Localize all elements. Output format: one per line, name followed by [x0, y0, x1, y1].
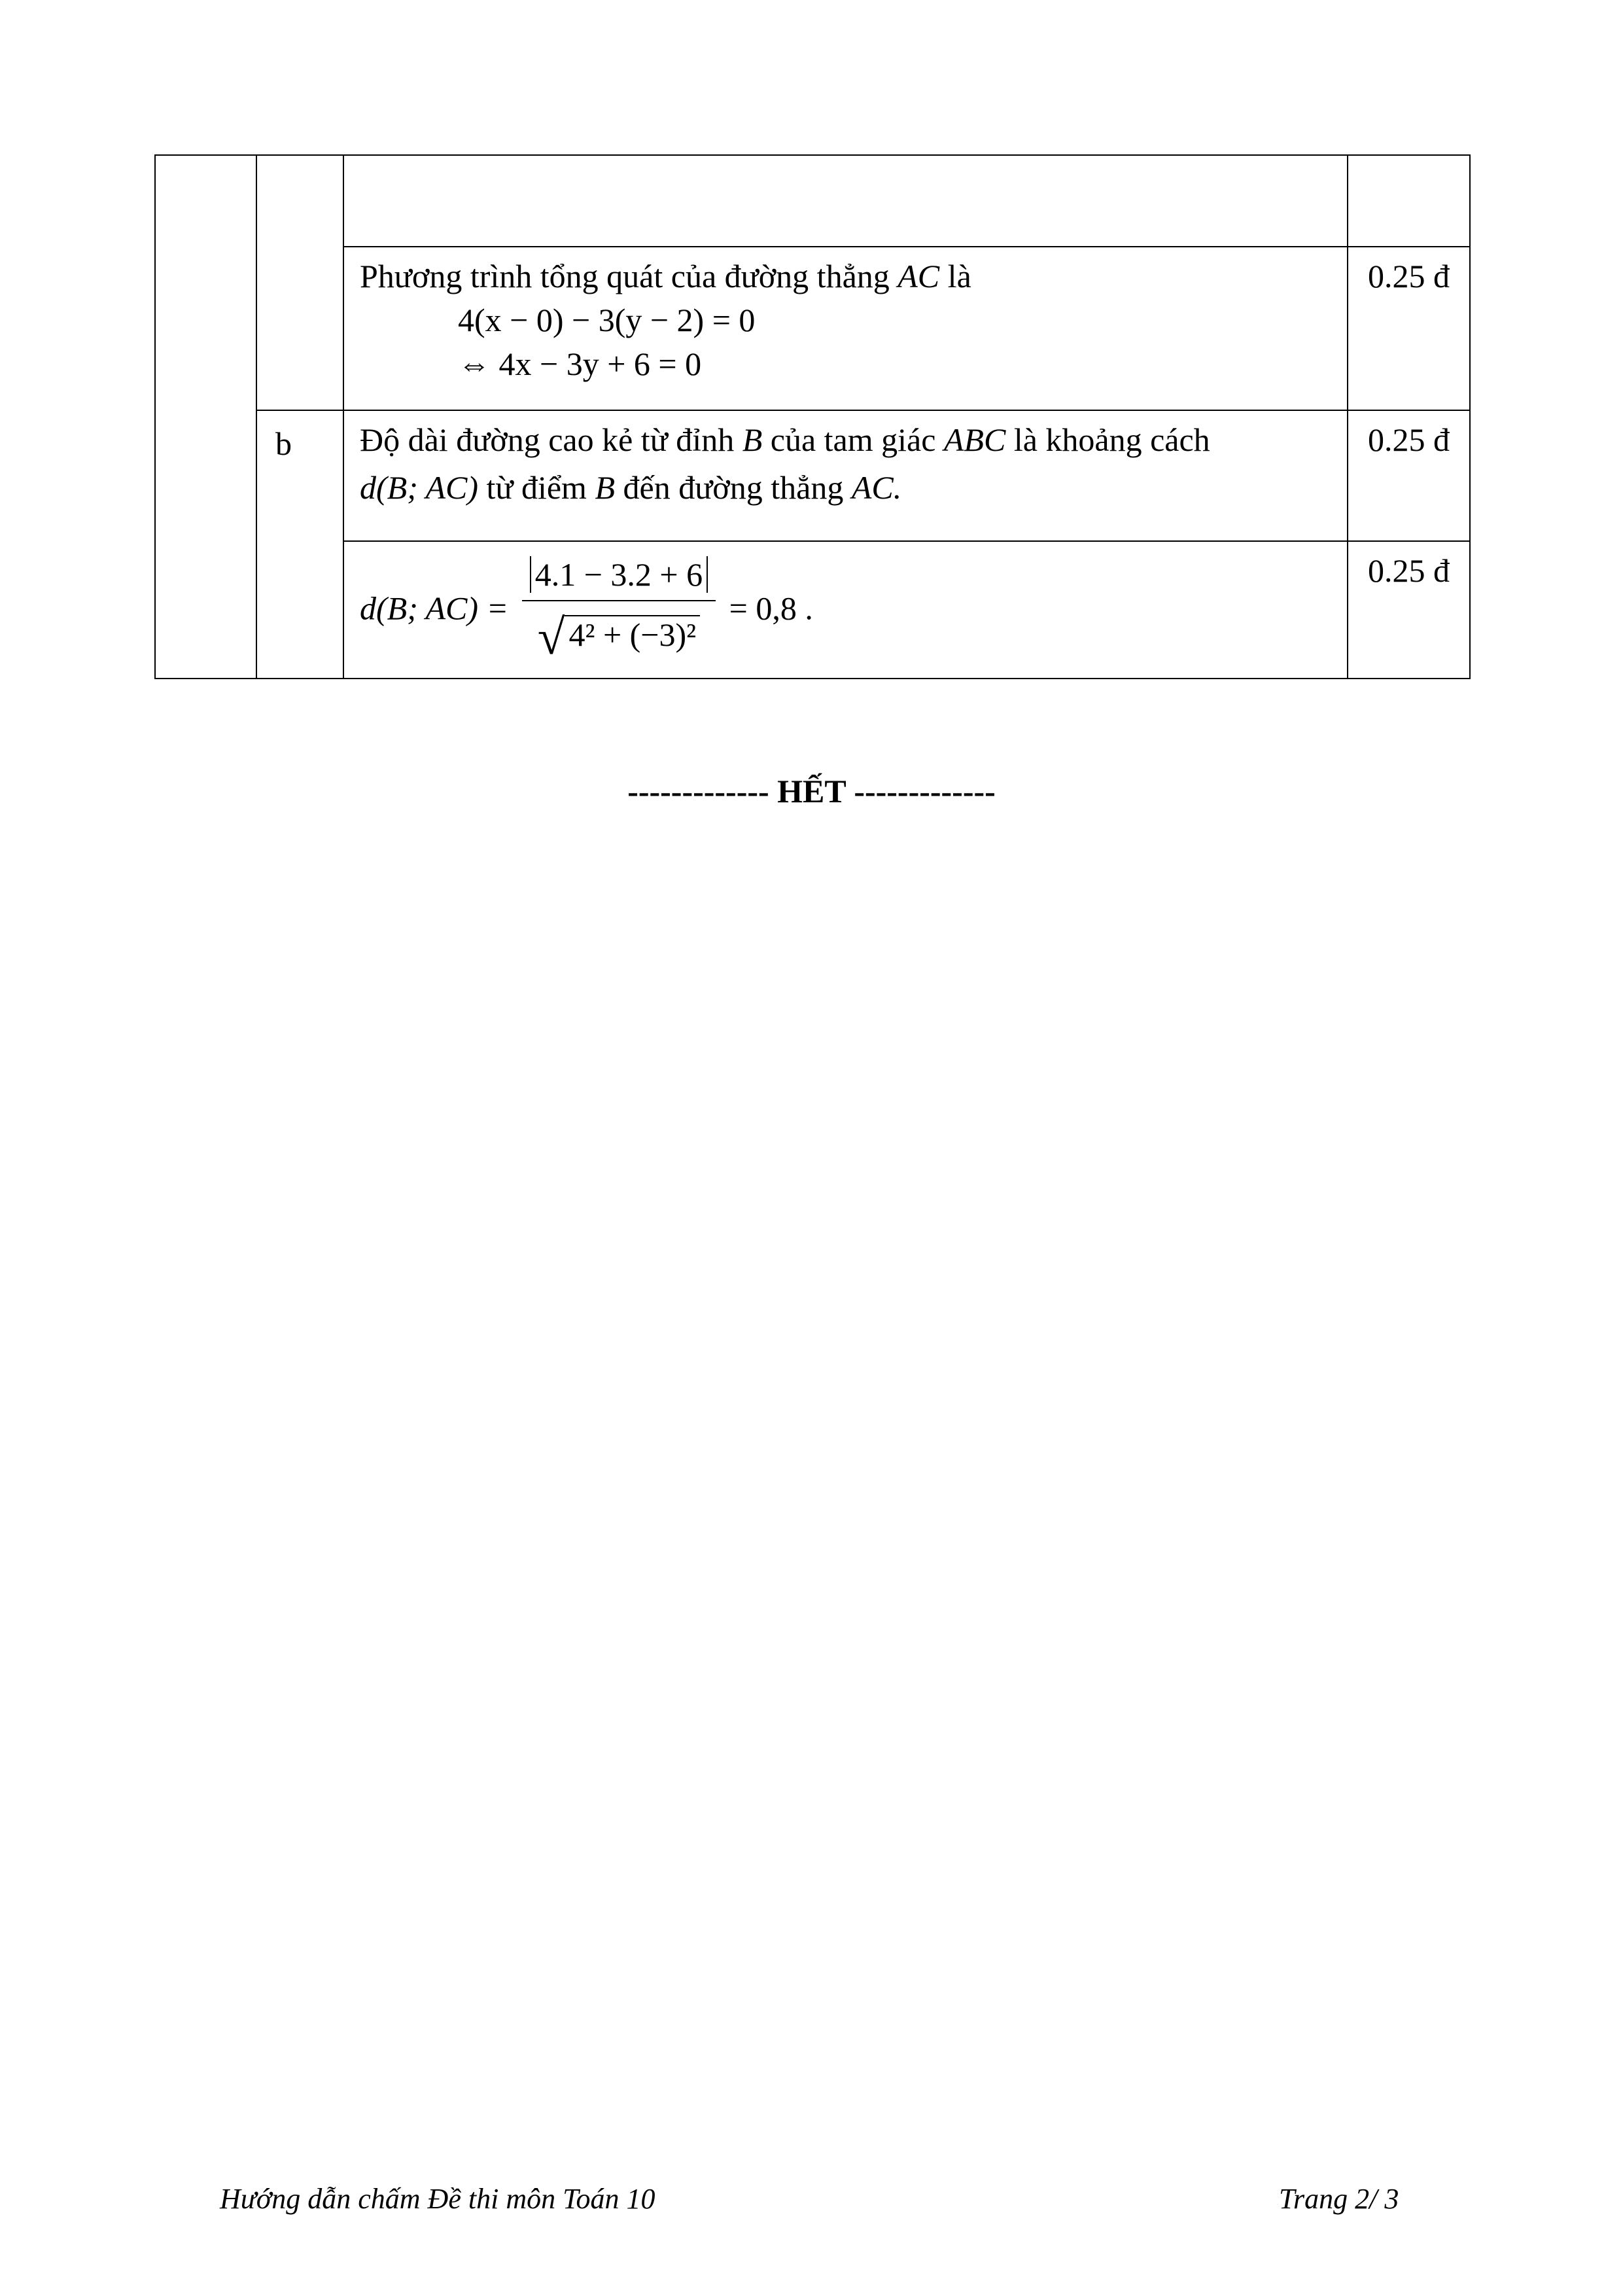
sqrt-symbol-icon: √ [537, 610, 565, 665]
distance-formula-cell [343, 541, 1348, 679]
altitude-description-cell [343, 410, 1348, 541]
distance-fraction [522, 554, 716, 670]
section-cell [155, 155, 256, 679]
distance-formula [360, 554, 1331, 670]
distance-result: = 0,8 . [729, 590, 813, 627]
end-marker: ------------- HẾT ------------- [627, 773, 996, 809]
fraction-denominator: 4² + (−3)² [565, 615, 700, 653]
part-cell-empty [256, 155, 343, 410]
fraction-numerator: 4.1 − 3.2 + 6 [530, 556, 708, 593]
score-cell-2: 0.25 đ [1348, 410, 1470, 541]
score-cell-empty [1348, 155, 1470, 247]
altitude-description: Độ dài đường cao kẻ từ đỉnh B của tam giác ABC là khoảng cách [360, 421, 1210, 458]
footer-title: Hướng dẫn chấm Đề thi môn Toán 10 [220, 2183, 655, 2215]
footer-page-number: Trang 2/ 3 [1279, 2183, 1399, 2215]
altitude-description-cont: d(B; AC) từ điểm B đến đường thẳng AC. [360, 469, 902, 506]
part-label-b: b [256, 410, 343, 679]
score-cell-3: 0.25 đ [1348, 541, 1470, 679]
ac-equation-intro: Phương trình tổng quát của đường thẳng AC là [360, 258, 971, 294]
ac-equation-1: 4(x − 0) − 3(y − 2) = 0 [458, 302, 756, 338]
score-cell-1: 0.25 đ [1348, 247, 1470, 410]
ac-equation-cell [343, 247, 1348, 410]
distance-lhs: d(B; AC) = [360, 590, 509, 627]
content-cell-empty [343, 155, 1348, 247]
grading-table [154, 154, 1471, 679]
ac-equation-2: ⇔ 4x − 3y + 6 = 0 [458, 345, 702, 382]
